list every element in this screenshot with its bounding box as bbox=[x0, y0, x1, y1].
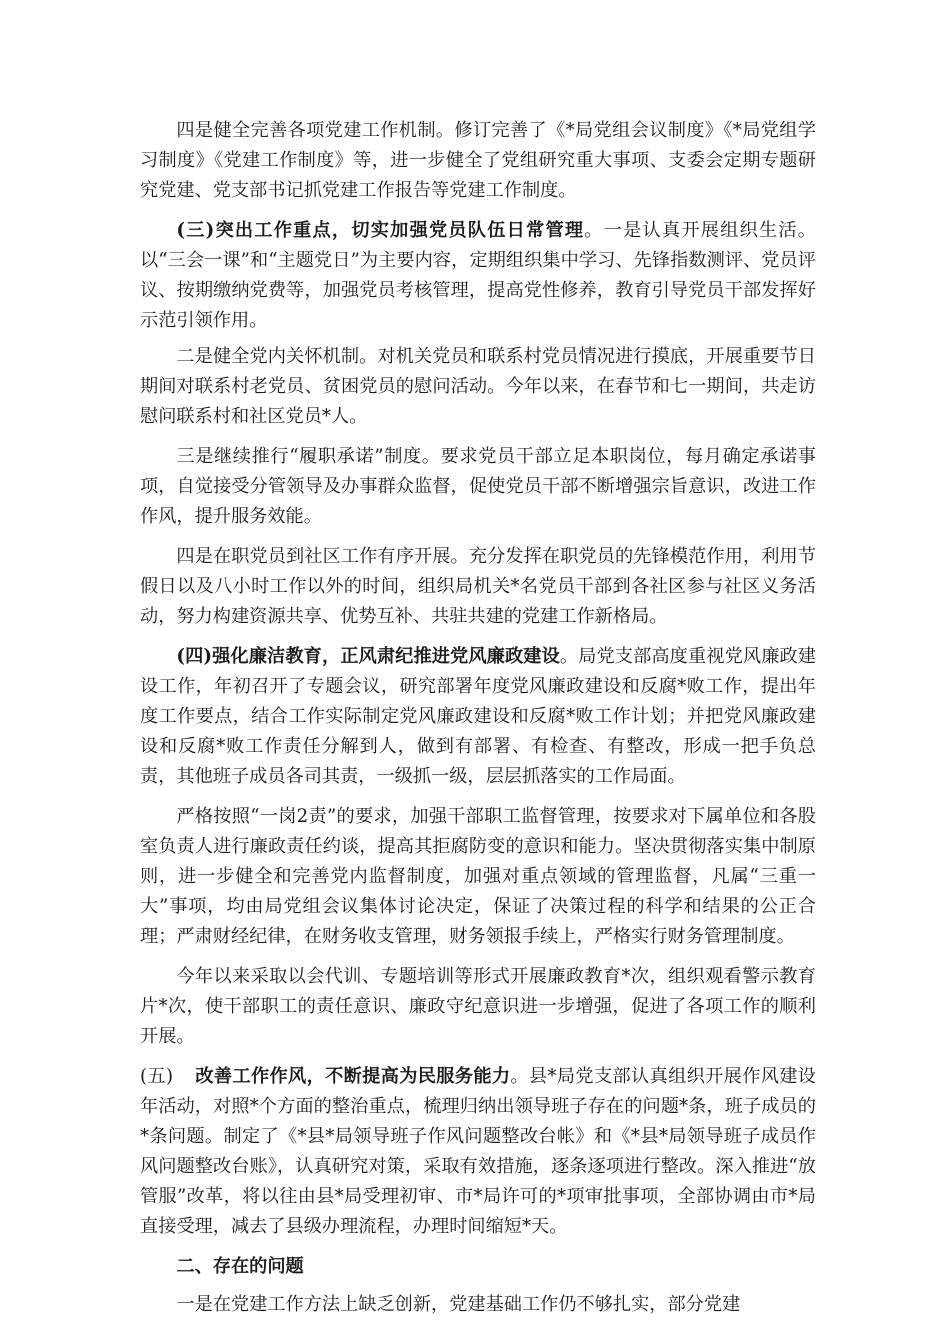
section-3-body: 。一是认真开展组织生活。以“三会一课”和“主题党日”为主要内容，定期组织集中学习、先锋指数测评、党员评议、按期缴纳党费等，加强党员考核管理，提高党性修养，教育引导党员干部发挥好示范引领作用。 bbox=[140, 220, 816, 331]
paragraph-commitment: 三是继续推行“履职承诺”制度。要求党员干部立足本职岗位，每月确定承诺事项，自觉接受分管领导及办事群众监督，促使党员干部不断增强宗旨意识，改进工作作风，提升服务效能。 bbox=[140, 446, 816, 527]
paragraph-problem-1: 一是在党建工作方法上缺乏创新，党建基础工作仍不够扎实，部分党建 bbox=[176, 1294, 741, 1315]
paragraph-community-work: 四是在职党员到社区工作有序开展。充分发挥在职党员的先锋模范作用，利用节假日以及八小时工作以外的时间，组织局机关*名党员干部到各社区参与社区义务活动，努力构建资源共享、优势互补、共驻共建的党建工作新格局。 bbox=[140, 546, 816, 627]
section-4-heading: (四)强化廉洁教育，正风肃纪推进党风廉政建设 bbox=[176, 646, 560, 667]
document-page bbox=[140, 116, 816, 1326]
section-5-body: 。县*局党支部认真组织开展作风建设年活动，对照*个方面的整治重点，梳理归纳出领导班子存在的问题*条，班子成员的*条问题。制定了《*县*局领导班子作风问题整改台帐》和《*县*局领导班子成员作风问题整改台账》，认真研究对策，采取有效措施，逐条逐项进行整改。深入推进“放管服”改革，将以往由县*局受理初审、市*局许可的*项审批事项，全部协调由市*局直接受理，减去了县级办理流程，办理时间缩短*天。 bbox=[140, 1066, 816, 1237]
paragraph-section-4 bbox=[140, 642, 816, 792]
paragraph-supervision: 严格按照“一岗2责”的要求，加强干部职工监督管理，按要求对下属单位和各股室负责人进行廉政责任约谈，提高其拒腐防变的意识和能力。坚决贯彻落实集中制原则，进一步健全和完善党内监督制度，加强对重点领域的管理监督，凡属“三重一大”事项，均由局党组会议集体讨论决定，保证了决策过程的科学和结果的公正合理；严肃财经纪律，在财务收支管理，财务领报手续上，严格实行财务管理制度。 bbox=[140, 806, 816, 947]
paragraph-mechanism: 四是健全完善各项党建工作机制。修订完善了《*局党组会议制度》《*局党组学习制度》《党建工作制度》等，进一步健全了党组研究重大事项、支委会定期专题研究党建、党支部书记抓党建工作报告等党建工作制度。 bbox=[140, 120, 816, 201]
paragraph-integrity-education: 今年以来采取以会代训、专题培训等形式开展廉政教育*次，组织观看警示教育片*次，使干部职工的责任意识、廉政守纪意识进一步增强，促进了各项工作的顺利开展。 bbox=[140, 966, 816, 1047]
heading-problems: 二、存在的问题 bbox=[176, 1256, 304, 1277]
section-4-body: 。局党支部高度重视党风廉政建设工作，年初召开了专题会议，研究部署年度党风廉政建设和反腐*败工作，提出年度工作要点，结合工作实际制定党风廉政建设和反腐*败工作计划；并把党风廉政建设和反腐*败工作责任分解到人，做到有部署、有检查、有整改，形成一把手负总责，其他班子成员各司其责，一级抓一级，层层抓落实的工作局面。 bbox=[140, 646, 816, 787]
section-3-heading: (三)突出工作重点，切实加强党员队伍日常管理 bbox=[176, 220, 585, 241]
section-5-number: (五) bbox=[140, 1066, 174, 1087]
paragraph-section-5 bbox=[140, 1062, 816, 1242]
section-5-heading: 改善工作作风，不断提高为民服务能力 bbox=[195, 1066, 511, 1087]
paragraph-section-3 bbox=[140, 216, 816, 336]
paragraph-care-mechanism: 二是健全党内关怀机制。对机关党员和联系村党员情况进行摸底，开展重要节日期间对联系村老党员、贫困党员的慰问活动。今年以来，在春节和七一期间，共走访慰问联系村和社区党员*人。 bbox=[140, 346, 816, 427]
